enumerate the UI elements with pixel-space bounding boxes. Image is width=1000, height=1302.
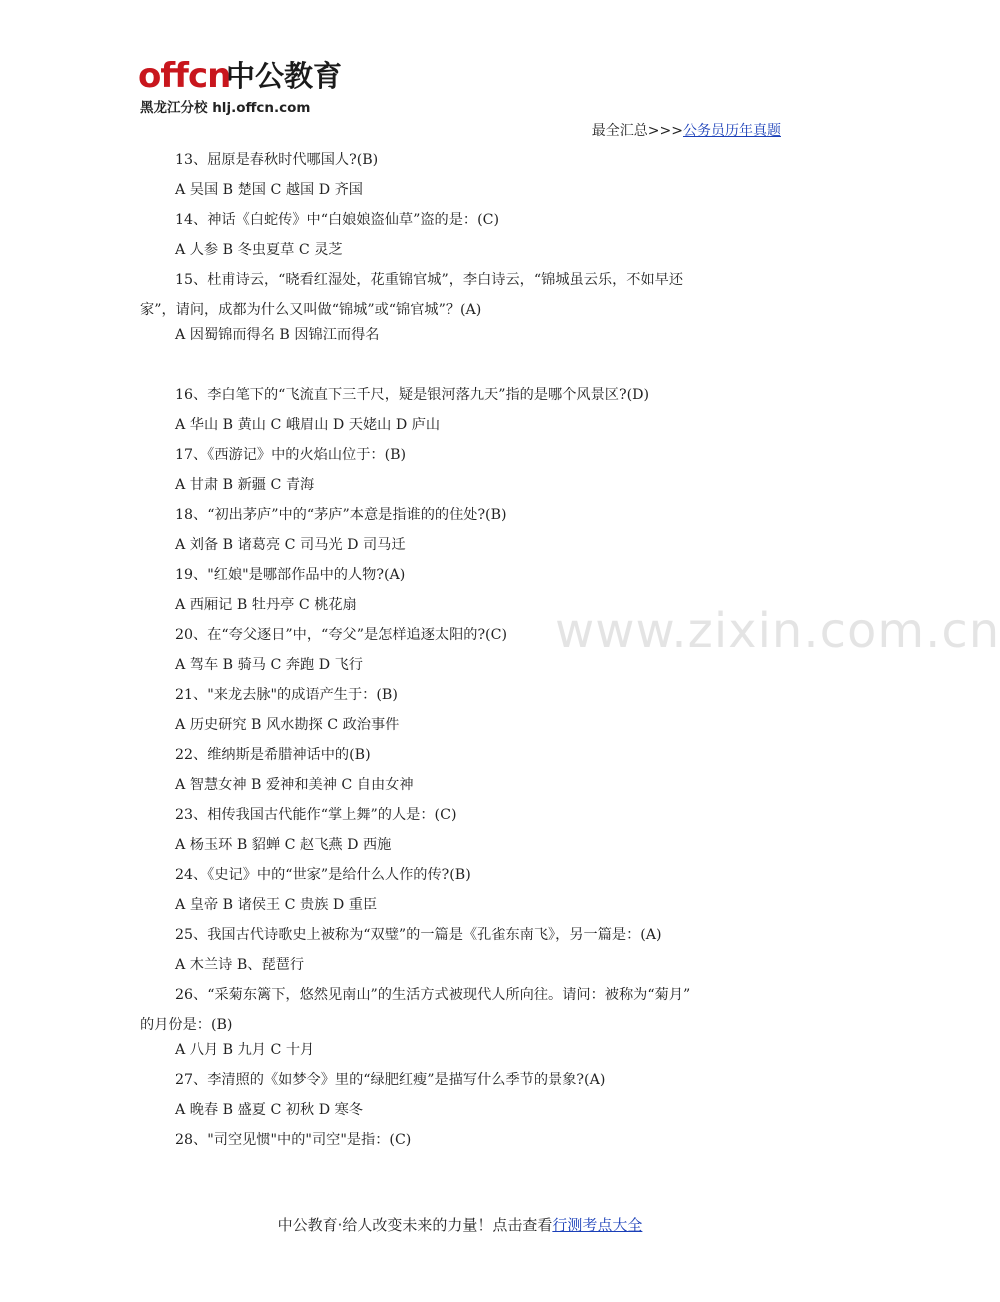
question-line: 28、"司空见惯"中的"司空"是指：(C): [175, 1132, 412, 1148]
options-line: A 刘备 B 诸葛亮 C 司马光 D 司马迁: [175, 537, 406, 553]
options-line: A 皇帝 B 诸侯王 C 贵族 D 重臣: [175, 897, 378, 913]
footer: [0, 1214, 920, 1235]
question-line: 16、李白笔下的“飞流直下三千尺，疑是银河落九天”指的是哪个风景区?(D): [175, 387, 650, 403]
options-line: A 驾车 B 骑马 C 奔跑 D 飞行: [175, 657, 363, 673]
question-26-part2: 的月份是：(B): [140, 1017, 233, 1033]
question-line: 22、维纳斯是希腊神话中的(B): [175, 747, 371, 763]
options-line: A 木兰诗 B、琵琶行: [175, 957, 305, 973]
options-line: A 八月 B 九月 C 十月: [175, 1042, 315, 1058]
question-line: 19、"红娘"是哪部作品中的人物?(A): [175, 567, 406, 583]
options-line: A 因蜀锦而得名 B 因锦江而得名: [175, 327, 380, 343]
question-15-part1: 15、杜甫诗云，“晓看红湿处，花重锦官城”，李白诗云，“锦城虽云乐，不如早还: [175, 272, 684, 288]
options-line: A 历史研究 B 风水勘探 C 政治事件: [175, 717, 400, 733]
past-exams-link[interactable]: 公务员历年真题: [683, 123, 781, 139]
question-line: 24、《史记》中的“世家”是给什么人作的传?(B): [175, 867, 471, 883]
offcn-logo[interactable]: [138, 58, 378, 120]
logo-subtitle: 黑龙江分校 hlj.offcn.com: [140, 100, 311, 116]
question-line: 25、我国古代诗歌史上被称为“双璧”的一篇是《孔雀东南飞》，另一篇是：(A): [175, 927, 662, 943]
watermark: www.zixin.com.cn: [555, 603, 1000, 659]
question-line: 21、"来龙去脉"的成语产生于：(B): [175, 687, 398, 703]
options-line: A 晚春 B 盛夏 C 初秋 D 寒冬: [175, 1102, 363, 1118]
options-line: A 人参 B 冬虫夏草 C 灵芝: [175, 242, 343, 258]
question-list: [140, 150, 780, 1160]
footer-text: 中公教育·给人改变未来的力量！点击查看: [277, 1216, 553, 1234]
logo-brand-en: offcn: [138, 56, 231, 96]
question-line: 18、“初出茅庐”中的“茅庐”本意是指谁的的住处?(B): [175, 507, 507, 523]
question-line: 13、屈原是春秋时代哪国人?(B): [175, 152, 379, 168]
options-line: A 吴国 B 楚国 C 越国 D 齐国: [175, 182, 363, 198]
exam-points-link[interactable]: 行测考点大全: [552, 1216, 643, 1234]
options-line: A 智慧女神 B 爱神和美神 C 自由女神: [175, 777, 414, 793]
question-line: 14、神话《白蛇传》中“白娘娘盗仙草”盗的是：(C): [175, 212, 500, 228]
question-15-part2: 家”，请问，成都为什么又叫做“锦城”或“锦官城”？(A): [140, 302, 482, 318]
top-summary: [592, 120, 781, 140]
options-line: A 甘肃 B 新疆 C 青海: [175, 477, 315, 493]
options-line: A 杨玉环 B 貂蝉 C 赵飞燕 D 西施: [175, 837, 392, 853]
question-26: [140, 980, 780, 1040]
question-line: 27、李清照的《如梦令》里的“绿肥红瘦”是描写什么季节的景象?(A): [175, 1072, 606, 1088]
options-line: A 西厢记 B 牡丹亭 C 桃花扇: [175, 597, 357, 613]
question-15: [140, 265, 780, 325]
question-line: 17、《西游记》中的火焰山位于：(B): [175, 447, 407, 463]
question-26-part1: 26、“采菊东篱下，悠然见南山”的生活方式被现代人所向往。请问：被称为“菊月”: [175, 987, 691, 1003]
logo-brand-cn: 中公教育: [226, 59, 343, 93]
question-line: 20、在“夸父逐日”中，“夸父”是怎样追逐太阳的?(C): [175, 627, 507, 643]
options-line: A 华山 B 黄山 C 峨眉山 D 天姥山 D 庐山: [175, 417, 441, 433]
question-line: 23、相传我国古代能作“掌上舞”的人是：(C): [175, 807, 457, 823]
top-summary-prefix: 最全汇总>>>: [591, 123, 683, 139]
